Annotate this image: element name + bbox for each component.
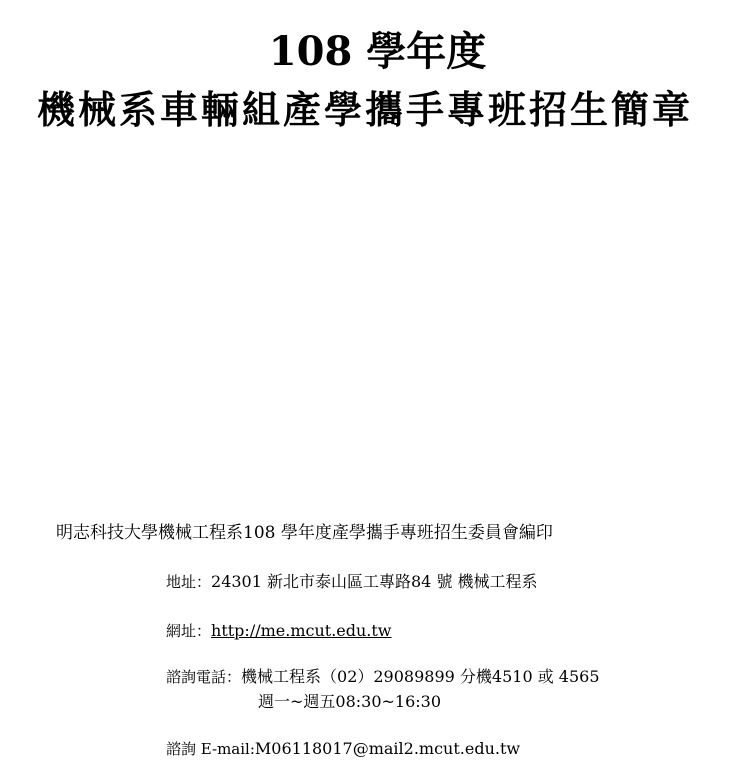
website-label: 網址：: [166, 622, 212, 640]
phone-value: 機械工程系（02）29089899 分機4510 或 4565: [241, 667, 600, 686]
publisher-line: 明志科技大學機械工程系108 學年度產學攜手專班招生委員會編印: [56, 523, 553, 543]
address-label: 地址：: [166, 573, 212, 591]
address-value: 24301 新北市泰山區工專路84 號 機械工程系: [211, 572, 538, 591]
phone-label: 諮詢電話：: [166, 668, 242, 686]
email-label: 諮詢 E-mail:: [166, 740, 255, 758]
office-hours: 週一~週五08:30~16:30: [258, 692, 442, 711]
email-value: M06118017@mail2.mcut.edu.tw: [254, 739, 521, 758]
page-title-year: 108 學年度: [268, 28, 487, 75]
phone-line: [166, 665, 600, 689]
website-line: [166, 619, 392, 643]
address-line: [166, 570, 538, 594]
website-link[interactable]: http://me.mcut.edu.tw: [211, 621, 392, 640]
page-title: 機械系車輛組產學攜手專班招生簡章: [36, 87, 693, 132]
email-line: [166, 737, 520, 761]
